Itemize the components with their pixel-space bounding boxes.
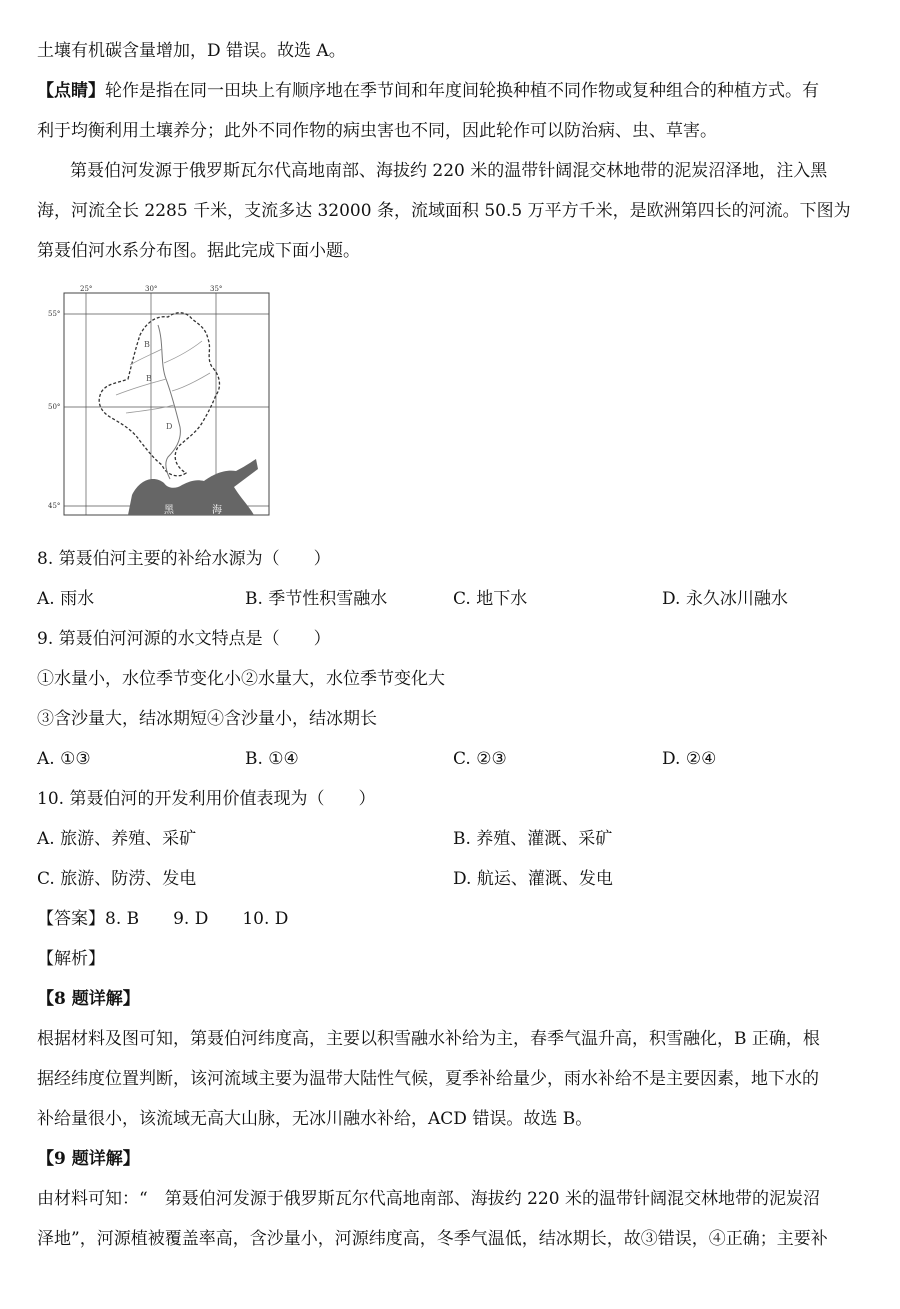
tributary: [172, 373, 210, 391]
explain8-line2: 据经纬度位置判断，该河流域主要为温带大陆性气候，夏季补给量少，雨水补给不是主要因素，地下水的: [37, 1069, 819, 1089]
q9-option-a[interactable]: A. ①③: [37, 749, 91, 769]
q10-option-c[interactable]: C. 旅游、防涝、发电: [37, 869, 197, 889]
passage-line1: 第聂伯河发源于俄罗斯瓦尔代高地南部、海拔约 220 米的温带针阔混交林地带的泥炭沼泽地，注入黑: [70, 161, 828, 181]
point-label: 【点睛】: [37, 81, 105, 101]
passage-line2: 海，河流全长 2285 千米，支流多达 32000 条，流域面积 50.5 万平方千米，是欧洲第四长的河流。下图为: [37, 201, 851, 221]
explain9-title: 【9 题详解】: [37, 1149, 140, 1169]
tributary: [130, 349, 162, 365]
explain8-line3: 补给量很小，该流域无高大山脉，无冰川融水补给，ACD 错误。故选 B。: [37, 1109, 593, 1129]
lat-label: 45°: [48, 502, 61, 510]
q10-option-b[interactable]: B. 养殖、灌溉、采矿: [453, 829, 613, 849]
q10-stem: 10. 第聂伯河的开发利用价值表现为（ ）: [37, 789, 376, 809]
explain9-line1: 由材料可知：“ 第聂伯河发源于俄罗斯瓦尔代高地南部、海拔约 220 米的温带针阔混交林地带的泥炭沼: [37, 1189, 820, 1209]
point-line2: 利于均衡利用土壤养分；此外不同作物的病虫害也不同，因此轮作可以防治病、虫、草害。: [37, 121, 717, 141]
tributary: [164, 341, 202, 363]
sea-label: 黑: [164, 505, 174, 516]
analysis-label: 【解析】: [37, 949, 105, 969]
lon-label: 30°: [145, 285, 158, 293]
black-sea: [128, 459, 258, 515]
q10-option-d[interactable]: D. 航运、灌溉、发电: [453, 869, 613, 889]
answer-line: 【答案】8. B 9. D 10. D: [37, 909, 289, 929]
tributary: [116, 379, 166, 395]
q8-option-a[interactable]: A. 雨水: [37, 589, 95, 609]
explain8-line1: 根据材料及图可知，第聂伯河纬度高，主要以积雪融水补给为主，春季气温升高，积雪融化，B 正确，根: [37, 1029, 820, 1049]
dnieper-main-stem: [158, 325, 180, 479]
q9-items-line2: ③含沙量大，结冰期短④含沙量小，结冰期长: [37, 709, 377, 729]
lat-label: 50°: [48, 403, 61, 411]
q8-option-c[interactable]: C. 地下水: [453, 589, 528, 609]
map-point-label: B: [144, 340, 150, 349]
map-point-label: B: [146, 374, 152, 383]
lon-label: 35°: [210, 285, 223, 293]
sea-label: 海: [212, 505, 222, 516]
passage-line3: 第聂伯河水系分布图。据此完成下面小题。: [37, 241, 360, 261]
q9-option-d[interactable]: D. ②④: [662, 749, 717, 769]
q9-stem: 9. 第聂伯河河源的水文特点是（ ）: [37, 629, 331, 649]
q9-option-c[interactable]: C. ②③: [453, 749, 507, 769]
intro-line: 土壤有机碳含量增加，D 错误。故选 A。: [37, 41, 346, 61]
explain9-line2: 泽地”，河源植被覆盖率高，含沙量小，河源纬度高，冬季气温低，结冰期长，故③错误，④正确；主要补: [37, 1229, 828, 1249]
q9-option-b[interactable]: B. ①④: [245, 749, 299, 769]
point-text: 轮作是指在同一田块上有顺序地在季节间和年度间轮换种植不同作物或复种组合的种植方式。有: [105, 81, 819, 101]
map-point-label: D: [166, 422, 173, 431]
q9-items-line1: ①水量小，水位季节变化小②水量大，水位季节变化大: [37, 669, 445, 689]
q8-stem: 8. 第聂伯河主要的补给水源为（ ）: [37, 549, 331, 569]
q8-option-d[interactable]: D. 永久冰川融水: [662, 589, 788, 609]
lon-label: 25°: [80, 285, 93, 293]
q10-option-a[interactable]: A. 旅游、养殖、采矿: [37, 829, 197, 849]
point-paragraph: [37, 80, 819, 102]
explain8-title: 【8 题详解】: [37, 989, 140, 1009]
tributary: [126, 405, 174, 413]
dnieper-river-map: [36, 283, 276, 523]
lat-label: 55°: [48, 310, 61, 318]
q8-option-b[interactable]: B. 季节性积雪融水: [245, 589, 388, 609]
